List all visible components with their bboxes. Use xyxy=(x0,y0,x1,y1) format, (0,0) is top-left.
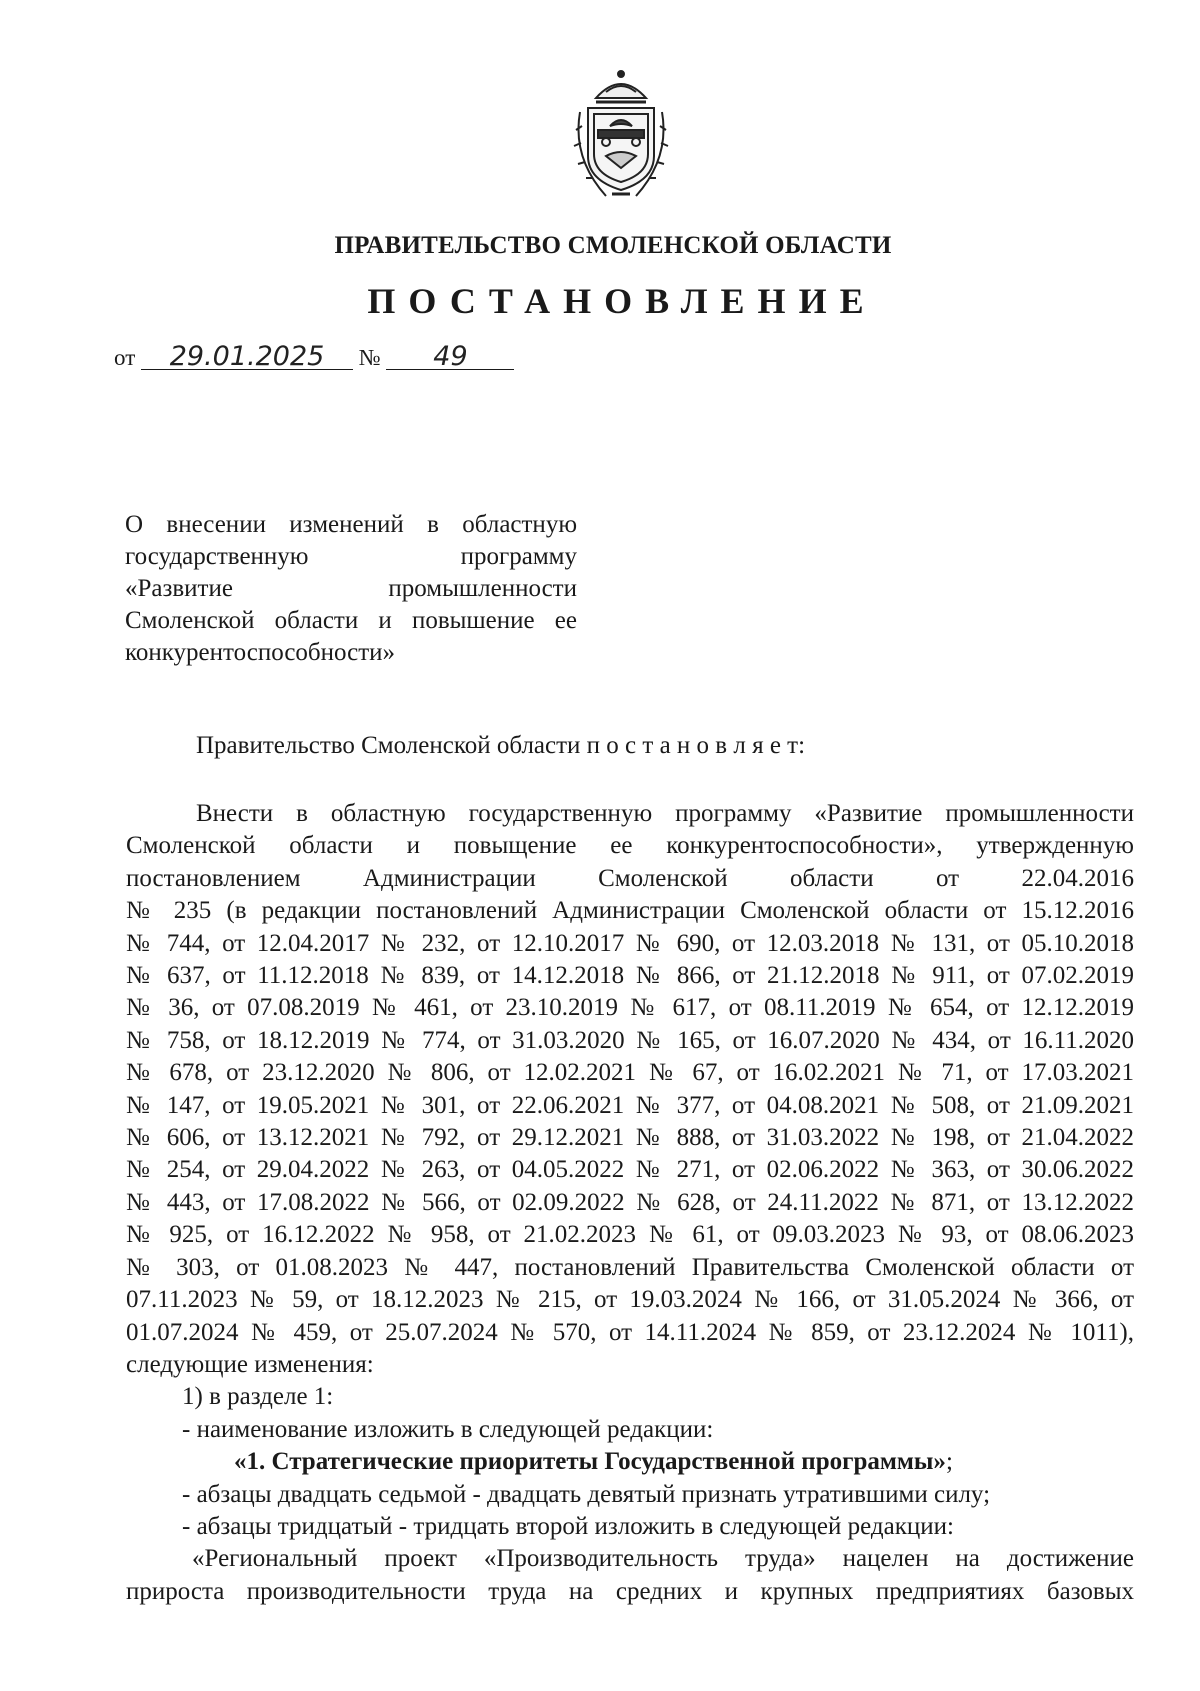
body-line: № 235 (в редакции постановлений Администрации Смоленской области от 15.12.2016 xyxy=(126,897,1134,925)
body-line: № 744, от 12.04.2017 № 232, от 12.10.2017 № 690, от 12.03.2018 № 131, от 05.10.2018 xyxy=(126,929,1134,957)
body-line: № 678, от 23.12.2020 № 806, от 12.02.2021 № 67, от 16.02.2021 № 71, от 17.03.2021 xyxy=(126,1059,1134,1087)
from-label: от xyxy=(114,345,136,370)
body-line: 01.07.2024 № 459, от 25.07.2024 № 570, от 14.11.2024 № 859, от 23.12.2024 № 1011), xyxy=(126,1318,1134,1346)
subject-line: О внесении изменений в областную xyxy=(125,511,577,538)
section-title-bold: «1. Стратегические приоритеты Государственной программы» xyxy=(234,1448,946,1476)
handwritten-date: 29.01.2025 xyxy=(141,345,353,370)
number-label: № xyxy=(358,345,381,370)
list-item-abzac-1: - абзацы двадцать седьмой - двадцать девятый признать утратившими силу; xyxy=(182,1480,991,1508)
body-line: постановлением Администрации Смоленской области от 22.04.2016 xyxy=(126,864,1134,892)
date-number-line xyxy=(114,341,514,372)
document-subject xyxy=(125,509,577,669)
coat-of-arms-icon xyxy=(566,68,676,200)
document-body xyxy=(126,798,1134,1608)
body-line: № 147, от 19.05.2021 № 301, от 22.06.2021 № 377, от 04.08.2021 № 508, от 21.09.2021 xyxy=(126,1091,1134,1119)
body-line: № 606, от 13.12.2021 № 792, от 29.12.2021 № 888, от 31.03.2022 № 198, от 21.04.2022 xyxy=(126,1124,1134,1152)
body-line: № 443, от 17.08.2022 № 566, от 02.09.2022 № 628, от 24.11.2022 № 871, от 13.12.2022 xyxy=(126,1188,1134,1216)
document-type-title: ПОСТАНОВЛЕНИЕ xyxy=(367,281,877,321)
subject-line: государственную программу xyxy=(125,543,577,570)
handwritten-number: 49 xyxy=(386,345,514,370)
list-item-abzac-2: - абзацы тридцатый - тридцать второй изложить в следующей редакции: xyxy=(182,1512,954,1540)
quote-line: прироста производительности труда на средних и крупных предприятиях базовых xyxy=(126,1577,1134,1605)
quote-line: «Региональный проект «Производительность труда» нацелен на достижение xyxy=(192,1545,1134,1573)
section-title-line xyxy=(126,1446,1134,1478)
section-title-suffix: ; xyxy=(945,1448,953,1476)
subject-line: Смоленской области и повышение ее xyxy=(125,607,577,634)
body-line: № 925, от 16.12.2022 № 958, от 21.02.2023 № 61, от 09.03.2023 № 93, от 08.06.2023 xyxy=(126,1221,1134,1249)
list-item-1: 1) в разделе 1: xyxy=(182,1383,334,1411)
list-item-name: - наименование изложить в следующей редакции: xyxy=(182,1415,714,1443)
decree-statement: Правительство Смоленской области п о с т а н о в л я е т: xyxy=(196,732,806,759)
subject-line: «Развитие промышленности xyxy=(125,575,577,602)
body-line: Внести в областную государственную программу «Развитие промышленности xyxy=(196,800,1134,827)
body-line: № 758, от 18.12.2019 № 774, от 31.03.2020 № 165, от 16.07.2020 № 434, от 16.11.2020 xyxy=(126,1026,1134,1054)
body-line: следующие изменения: xyxy=(126,1350,374,1378)
body-line: № 36, от 07.08.2019 № 461, от 23.10.2019 № 617, от 08.11.2019 № 654, от 12.12.2019 xyxy=(126,994,1134,1022)
organization-title: ПРАВИТЕЛЬСТВО СМОЛЕНСКОЙ ОБЛАСТИ xyxy=(334,232,892,259)
body-line: № 254, от 29.04.2022 № 263, от 04.05.2022 № 271, от 02.06.2022 № 363, от 30.06.2022 xyxy=(126,1156,1134,1184)
body-line: № 637, от 11.12.2018 № 839, от 14.12.2018 № 866, от 21.12.2018 № 911, от 07.02.2019 xyxy=(126,962,1134,990)
body-line: Смоленской области и повыщение ее конкурентоспособности», утвержденную xyxy=(126,832,1134,860)
body-line: 07.11.2023 № 59, от 18.12.2023 № 215, от 19.03.2024 № 166, от 31.05.2024 № 366, от xyxy=(126,1286,1134,1314)
body-line: № 303, от 01.08.2023 № 447, постановлений Правительства Смоленской области от xyxy=(126,1253,1134,1281)
subject-line: конкурентоспособности» xyxy=(125,639,396,666)
